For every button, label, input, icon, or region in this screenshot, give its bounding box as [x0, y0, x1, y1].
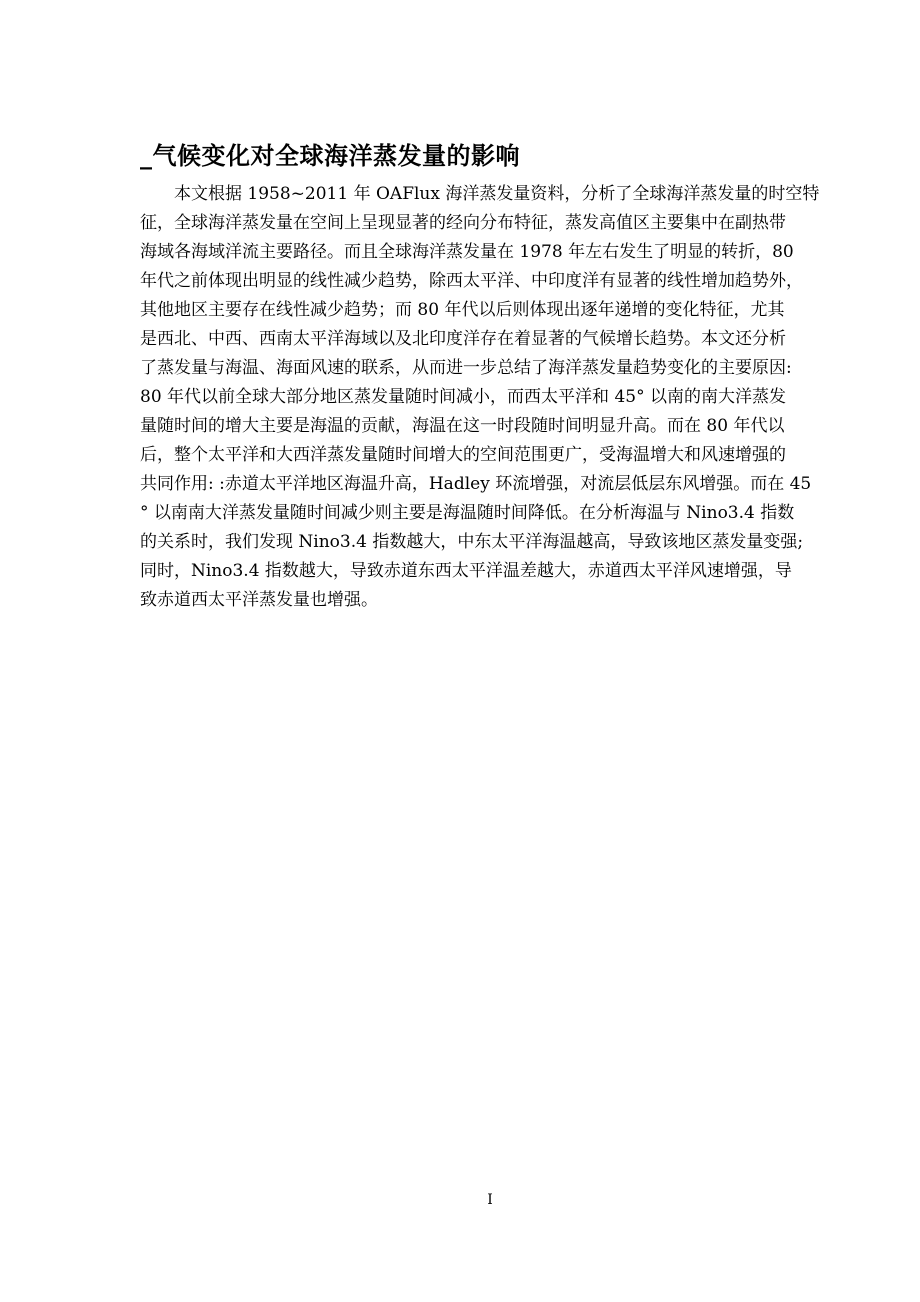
text-line: 征，全球海洋蒸发量在空间上呈现显著的经向分布特征，蒸发高值区主要集中在副热带	[140, 213, 786, 233]
text-line: 同时，Nino3.4 指数越大，导致赤道东西太平洋温差越大，赤道西太平洋风速增强，导	[140, 561, 792, 581]
text-line: ° 以南南大洋蒸发量随时间减少则主要是海温随时间降低。在分析海温与 Nino3.4 指数	[140, 503, 795, 523]
page-number: I	[487, 1192, 493, 1208]
text-line: 了蒸发量与海温、海面风速的联系，从而进一步总结了海洋蒸发量趋势变化的主要原因:	[140, 358, 792, 378]
text-line: 量随时间的增大主要是海温的贡献，海温在这一时段随时间明显升高。而在 80 年代以	[140, 416, 785, 436]
text-line: 致赤道西太平洋蒸发量也增强。	[140, 590, 378, 610]
text-line: 海域各海域洋流主要路径。而且全球海洋蒸发量在 1978 年左右发生了明显的转折，80	[140, 242, 794, 262]
text-line: 共同作用: :赤道太平洋地区海温升高，Hadley 环流增强，对流层低层东风增强。而在 45	[140, 474, 812, 494]
text-line: 年代之前体现出明显的线性减少趋势，除西太平洋、中印度洋有显著的线性增加趋势外，	[140, 271, 803, 291]
text-line: 80 年代以前全球大部分地区蒸发量随时间减小，而西太平洋和 45° 以南的南大洋蒸发	[140, 387, 786, 407]
text-line: 后，整个太平洋和大西洋蒸发量随时间增大的空间范围更广，受海温增大和风速增强的	[140, 445, 786, 465]
text-line: 的关系时，我们发现 Nino3.4 指数越大，中东太平洋海温越高，导致该地区蒸发量变强;	[140, 532, 804, 552]
text-line: 本文根据 1958~2011 年 OAFlux 海洋蒸发量资料，分析了全球海洋蒸发量的时空特	[174, 184, 820, 204]
page-title: _气候变化对全球海洋蒸发量的影响	[140, 142, 520, 170]
text-line: 其他地区主要存在线性减少趋势；而 80 年代以后则体现出逐年递增的变化特征，尤其	[140, 300, 785, 320]
text-line: 是西北、中西、西南太平洋海域以及北印度洋存在着显著的气候增长趋势。本文还分析	[140, 329, 786, 349]
